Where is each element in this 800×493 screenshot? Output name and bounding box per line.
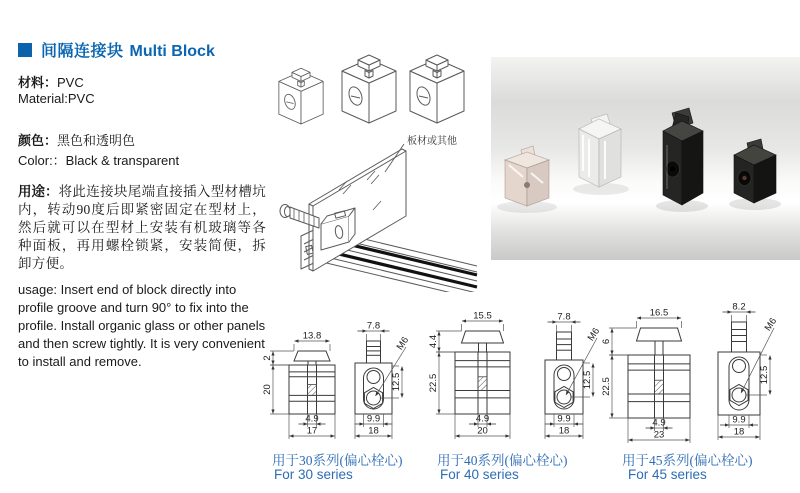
dim-label: 9.9 [732,414,746,426]
dim-label: 18 [733,426,745,438]
dim-label: M6 [394,335,412,353]
dim-label: M6 [762,316,780,334]
dim-label: 13.8 [302,330,322,342]
page-title-zh: 间隔连接块 [41,43,124,60]
dim-label: 18 [558,425,570,437]
panel-label: 板材或其他 [407,136,457,147]
dim-label: 20 [477,425,488,437]
material-line-en: Material:PVC [18,91,95,106]
dim-label: 4.9 [475,413,490,425]
dim-label: 18 [368,425,379,437]
dim-label: 7.8 [366,320,381,332]
page-title-en: Multi Block [129,43,215,60]
dim-label: 4.9 [652,417,666,429]
title-bullet-icon [18,43,32,57]
dim-label: 22.5 [428,373,439,393]
dimension-drawings [0,295,800,460]
dim-label: 12.5 [391,372,402,392]
dim-label: 6 [601,338,612,345]
assembly-diagram [273,128,485,292]
dim-label: 4.9 [305,413,319,425]
photo-blocks [491,57,800,260]
caption-30-en: For 30 series [274,467,353,482]
color-line-zh: 颜色：黑色和透明色 [18,133,136,148]
dim-label: 23 [653,429,665,441]
dim-label: 16.5 [649,307,669,319]
product-photo [491,57,800,260]
dim-label: 9.9 [557,413,571,425]
page-title [18,38,215,61]
dim-label: 8.2 [732,301,746,313]
iso-blocks-drawing [265,42,480,137]
dim-label: 9.9 [366,413,381,425]
dim-label: 4.4 [428,334,439,349]
dim-label: 20 [262,384,273,395]
color-line-en: Color:：Black & transparent [18,153,180,168]
caption-40-en: For 40 series [440,467,519,482]
dim-label: 2 [262,355,273,361]
dim-label: 22.5 [601,377,612,396]
material-line-zh: 材料：PVC [18,75,84,90]
dim-label: 12.5 [582,370,593,390]
dim-label: 17 [306,425,318,437]
dim-label: 7.8 [557,311,571,323]
usage-paragraph-en: usage: Insert end of block directly into profile groove and turn 90° to fix into the profile. Install organic glass or other panels and then screw tightly. It is very convenient to install and remove. [18,282,266,369]
caption-45-en: For 45 series [628,467,707,482]
dim-label: M6 [585,326,603,344]
caption-30-zh: 用于30系列(偏心栓心) [272,453,403,468]
dim-label: 15.5 [473,310,492,322]
dim-label: 12.5 [759,365,770,385]
caption-45-zh: 用于45系列(偏心栓心) [622,453,753,468]
usage-paragraph-zh: 用途：将此连接块尾端直接插入型材槽坑内，转动90度后即紧密固定在型材上，然后就可以在型材上安装有机玻璃等各种面板，再用螺栓锁紧，安装简便，拆卸方便。 [18,184,267,271]
caption-40-zh: 用于40系列(偏心栓心) [437,453,568,468]
